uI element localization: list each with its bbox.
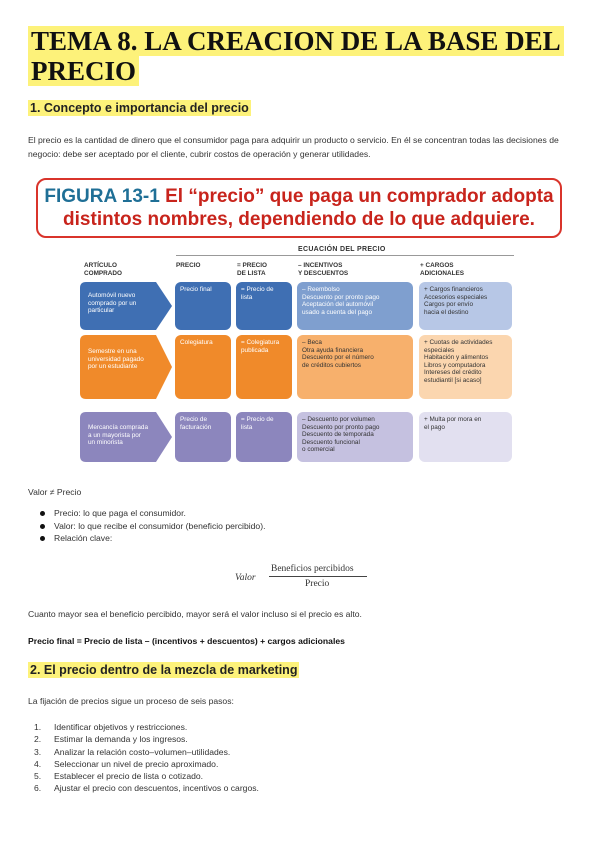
section-1-paragraph: El precio es la cantidad de dinero que el consumidor paga para adquirir un producto o servicio. En él se concentran todas las decisiones de negocio: debe ser aceptado por el cliente, cubrir costos de operación y generar utilidades. [28, 135, 559, 159]
list-item: Relación clave: [40, 532, 265, 545]
benefit-paragraph: Cuanto mayor sea el beneficio percibido, mayor será el valor incluso si el precio es alto. [28, 609, 362, 619]
list-item: 4. Seleccionar un nivel de precio aproximado. [34, 758, 219, 769]
figure-caption-line-2: distintos nombres, dependiendo de lo que adquiere. [63, 209, 535, 230]
section-1-heading: 1. Concepto e importancia del precio [30, 101, 249, 115]
list-item: 3. Analizar la relación costo–volumen–utilidades. [34, 746, 231, 757]
list-item: Valor: lo que recibe el consumidor (beneficio percibido). [40, 520, 265, 533]
row-2-charges: + Cuotas de actividades especiales Habitación y alimentos Libros y computadora Intereses del crédito estudiantil [si acaso] [419, 335, 512, 399]
list-item: 6. Ajustar el precio con descuentos, incentivos o cargos. [34, 783, 259, 794]
header-incentives: – INCENTIVOS Y DESCUENTOS [298, 262, 349, 277]
row-1-charges: + Cargos financieros Accesorios especiales Cargos por envío hacia el destino [419, 282, 512, 330]
row-1-price: Precio final [175, 282, 231, 330]
section-2-heading: 2. El precio dentro de la mezcla de marketing [30, 663, 298, 677]
section-2-intro: La fijación de precios sigue un proceso de seis pasos: [28, 696, 234, 706]
row-3-list-price: = Precio de lista [236, 412, 292, 462]
row-3-article: Mercancía comprada a un mayorista por un minorista [88, 424, 149, 447]
value-not-price: Valor ≠ Precio [28, 487, 82, 497]
bullet-list [40, 507, 265, 545]
pricing-steps [34, 721, 259, 795]
equation-divider [176, 255, 514, 256]
equation-title: ECUACIÓN DEL PRECIO [298, 246, 386, 253]
row-3-charges: + Multa por mora en el pago [419, 412, 512, 462]
row-1-list-price: = Precio de lista [236, 282, 292, 330]
list-item: 5. Establecer el precio de lista o cotizado. [34, 771, 204, 782]
figure-caption [36, 178, 562, 238]
row-3-incentives: – Descuento por volumen Descuento por pronto pago Descuento de temporada Descuento funcional o comercial [297, 412, 413, 462]
list-item: 2. Estimar la demanda y los ingresos. [34, 734, 188, 745]
row-1-article: Automóvil nuevo comprado por un particular [88, 292, 137, 315]
formula-denominator: Precio [305, 579, 330, 589]
formula-numerator: Beneficios percibidos [271, 564, 354, 574]
row-2-incentives: – Beca Otra ayuda financiera Descuento por el número de créditos cubiertos [297, 335, 413, 399]
list-item: Precio: lo que paga el consumidor. [40, 507, 265, 520]
list-item: 1. Identificar objetivos y restricciones. [34, 722, 188, 732]
figure-label: FIGURA 13-1 [44, 186, 160, 207]
row-2-price: Colegiatura [175, 335, 231, 399]
row-1-incentives: – Reembolso Descuento por pronto pago Aceptación del automóvil usado a cuenta del pago [297, 282, 413, 330]
row-2-list-price: = Colegiatura publicada [236, 335, 292, 399]
page-title: TEMA 8. LA CREACION DE LA BASE DEL PRECIO [28, 26, 588, 86]
header-list-price: = PRECIO DE LISTA [237, 262, 268, 277]
fraction-bar [269, 576, 367, 577]
header-article: ARTÍCULO COMPRADO [84, 262, 122, 277]
formula-lhs: Valor [235, 573, 256, 583]
row-2-article: Semestre en una universidad pagado por un estudiante [88, 348, 144, 371]
figure-caption-line-1: El “precio” que paga un comprador adopta [159, 186, 554, 207]
row-3-price: Precio de facturación [175, 412, 231, 462]
final-price-formula: Precio final = Precio de lista – (incentivos + descuentos) + cargos adicionales [28, 636, 345, 646]
header-price: PRECIO [176, 262, 201, 269]
header-charges: + CARGOS ADICIONALES [420, 262, 465, 277]
figure-13-1 [36, 178, 564, 468]
